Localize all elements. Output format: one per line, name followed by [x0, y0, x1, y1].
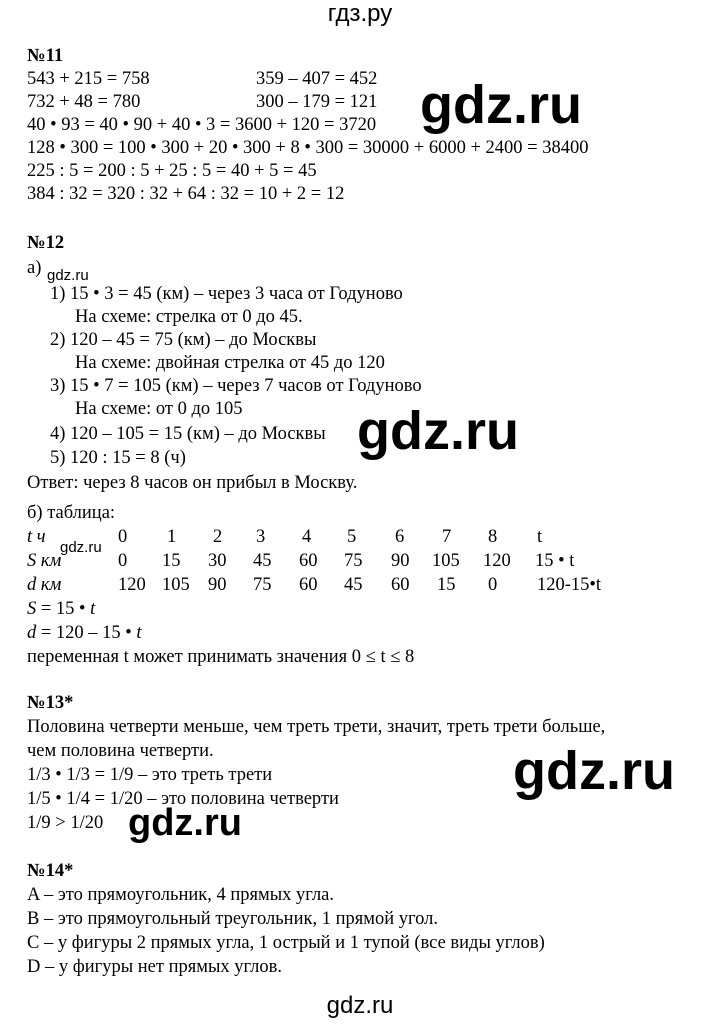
- watermark-gdz-small: gdz.ru: [47, 267, 89, 284]
- table-cell: 7: [442, 527, 452, 547]
- watermark-gdz: gdz.ru: [420, 75, 582, 135]
- table-row-label: S км: [27, 551, 62, 571]
- site-header: гдз.ру: [327, 0, 393, 27]
- table-cell: 0: [118, 551, 128, 571]
- formula-d-var: d: [27, 623, 37, 643]
- task-12-step: 4) 120 – 105 = 15 (км) – до Москвы: [50, 424, 326, 444]
- table-cell: 90: [208, 575, 227, 595]
- table-cell: 15: [162, 551, 181, 571]
- task-11-line: 225 : 5 = 200 : 5 + 25 : 5 = 40 + 5 = 45: [27, 161, 317, 181]
- table-cell: 3: [256, 527, 266, 547]
- table-cell: 0: [118, 527, 128, 547]
- formula-d: [27, 622, 142, 645]
- task-14-line: C – у фигуры 2 прямых угла, 1 острый и 1 тупой (все виды углов): [27, 933, 545, 953]
- table-cell: 75: [344, 551, 363, 571]
- task-12-step-note: На схеме: от 0 до 105: [75, 399, 243, 419]
- table-cell: 75: [253, 575, 272, 595]
- table-cell: 4: [302, 527, 312, 547]
- table-cell: 60: [299, 551, 318, 571]
- task-14-line: D – у фигуры нет прямых углов.: [27, 957, 282, 977]
- task-12-step-note: На схеме: стрелка от 0 до 45.: [75, 307, 303, 327]
- task-12-step: 5) 120 : 15 = 8 (ч): [50, 448, 186, 468]
- table-cell: t: [537, 527, 543, 547]
- task-13-title: №13*: [27, 693, 74, 713]
- formula-s: [27, 598, 95, 621]
- table-cell: 5: [347, 527, 357, 547]
- task-13-line: Половина четверти меньше, чем треть трети, значит, треть трети больше,: [27, 717, 606, 737]
- task-12-title: №12: [27, 233, 65, 253]
- task-11-title: №11: [27, 46, 64, 66]
- table-cell: 60: [391, 575, 410, 595]
- site-footer: gdz.ru: [326, 992, 394, 1019]
- part-a-label: а): [27, 258, 42, 278]
- task-14-title: №14*: [27, 861, 74, 881]
- task-11-line: 128 • 300 = 100 • 300 + 20 • 300 + 8 • 300 = 30000 + 6000 + 2400 = 38400: [27, 138, 589, 158]
- table-cell: 30: [208, 551, 227, 571]
- table-row-label: t ч: [27, 527, 46, 547]
- watermark-gdz: gdz.ru: [513, 741, 675, 801]
- task-12-step-note: На схеме: двойная стрелка от 45 до 120: [75, 353, 385, 373]
- formula-d-t: t: [136, 623, 142, 643]
- table-cell: 1: [167, 527, 177, 547]
- table-cell: 120: [483, 551, 511, 571]
- task-11-left-line: 732 + 48 = 780: [27, 92, 141, 112]
- task-14-line: B – это прямоугольный треугольник, 1 прямой угол.: [27, 909, 438, 929]
- table-row-label: d км: [27, 575, 62, 595]
- table-cell: 90: [391, 551, 410, 571]
- table-cell: 120: [118, 575, 146, 595]
- task-12-step: 1) 15 • 3 = 45 (км) – через 3 часа от Годуново: [50, 284, 403, 304]
- task-11-right-line: 300 – 179 = 121: [256, 92, 378, 112]
- formula-s-var: S: [27, 599, 37, 619]
- task-13-line: 1/3 • 1/3 = 1/9 – это треть трети: [27, 765, 273, 785]
- table-cell: 8: [488, 527, 498, 547]
- table-cell: 120-15•t: [537, 575, 602, 595]
- task-11-right-line: 359 – 407 = 452: [256, 69, 378, 89]
- table-cell: 45: [344, 575, 363, 595]
- table-cell: 60: [299, 575, 318, 595]
- task-13-line: 1/5 • 1/4 = 1/20 – это половина четверти: [27, 789, 339, 809]
- table-cell: 15: [437, 575, 456, 595]
- table-cell: 0: [488, 575, 498, 595]
- task-11-line: 40 • 93 = 40 • 90 + 40 • 3 = 3600 + 120 = 3720: [27, 115, 377, 135]
- table-cell: 45: [253, 551, 272, 571]
- table-cell: 105: [432, 551, 460, 571]
- formula-s-rest: = 15 •: [36, 599, 91, 619]
- task-12-step: 2) 120 – 45 = 75 (км) – до Москвы: [50, 330, 317, 350]
- table-cell: 2: [213, 527, 223, 547]
- watermark-gdz-small: gdz.ru: [60, 539, 102, 556]
- formula-s-t: t: [90, 599, 96, 619]
- watermark-gdz: gdz.ru: [128, 802, 242, 844]
- watermark-gdz: gdz.ru: [357, 401, 519, 461]
- formula-d-rest: = 120 – 15 •: [36, 623, 137, 643]
- task-13-line: чем половина четверти.: [27, 741, 214, 761]
- table-cell: 105: [162, 575, 190, 595]
- task-11-line: 384 : 32 = 320 : 32 + 64 : 32 = 10 + 2 = 12: [27, 184, 345, 204]
- table-cell: 6: [395, 527, 405, 547]
- task-13-line: 1/9 > 1/20: [27, 813, 104, 833]
- table-cell: 15 • t: [535, 551, 575, 571]
- task-14-line: A – это прямоугольник, 4 прямых угла.: [27, 885, 335, 905]
- task-12-step: 3) 15 • 7 = 105 (км) – через 7 часов от Годуново: [50, 376, 422, 396]
- part-b-label: б) таблица:: [27, 503, 116, 523]
- task-12-answer: Ответ: через 8 часов он прибыл в Москву.: [27, 473, 358, 493]
- variable-range: переменная t может принимать значения 0 ≤ t ≤ 8: [27, 647, 415, 667]
- task-11-left-line: 543 + 215 = 758: [27, 69, 150, 89]
